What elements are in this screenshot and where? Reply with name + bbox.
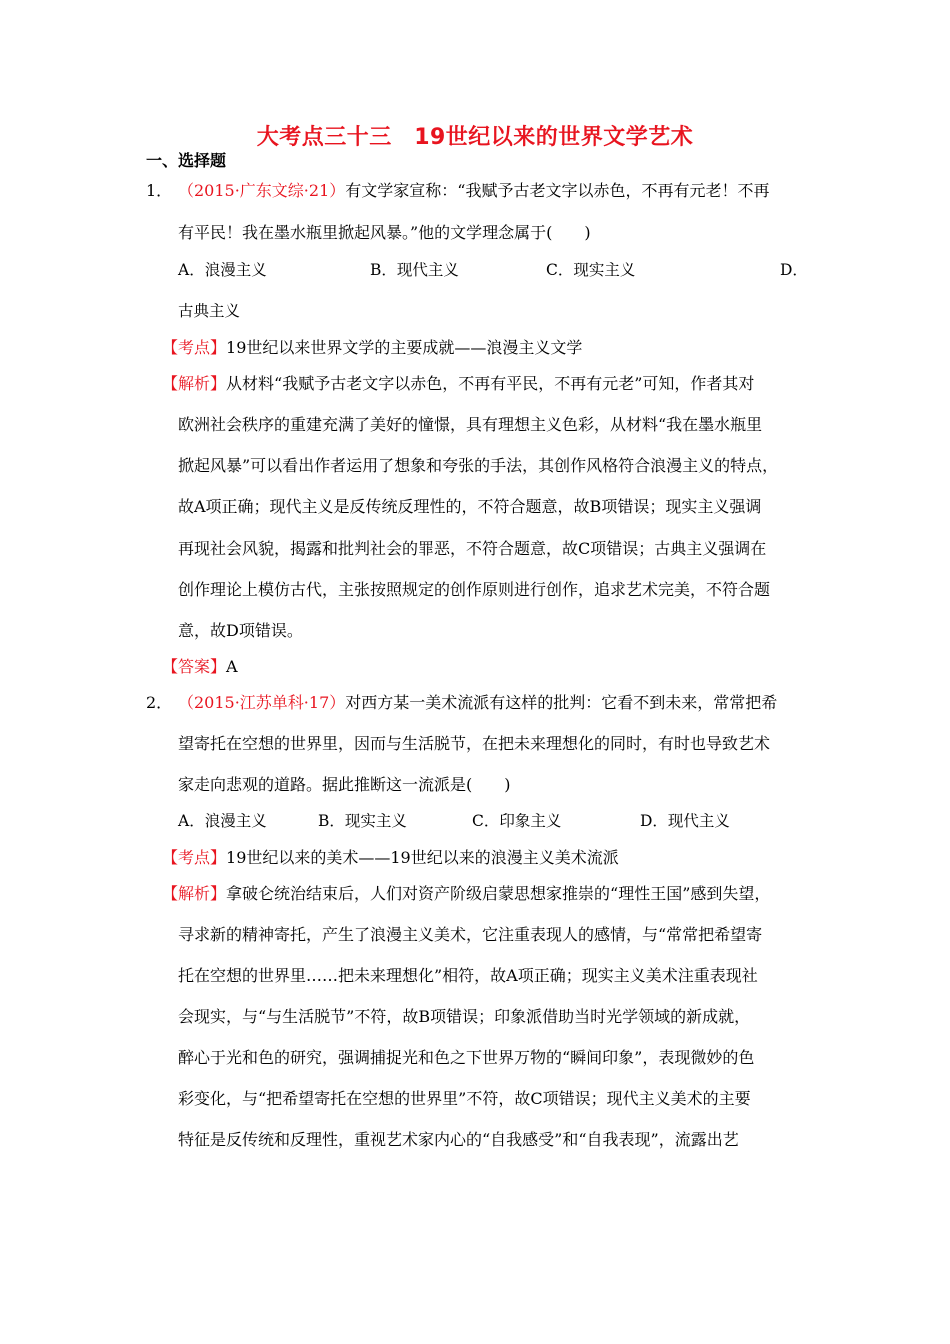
question-1-number: 1． [146,181,173,200]
question-1-kaodian [162,335,582,358]
jiexi-text: 从材料“我赋予古老文字以赤色，不再有平民，不再有元老”可知，作者其对 [226,374,755,393]
question-2-jiexi-line-7: 特征是反传统和反理性，重视艺术家内心的“自我感受”和“自我表现”，流露出艺 [178,1130,739,1149]
question-1-option-b: B．现代主义 [370,261,459,279]
section-heading: 一、选择题 [146,151,227,170]
question-1-jiexi-line-7: 意，故D项错误。 [178,621,303,640]
question-2-option-c: C．印象主义 [472,812,562,830]
page-title: 大考点三十三 19世纪以来的世界文学艺术 [256,125,694,150]
question-1-stem-line-2: 有平民！我在墨水瓶里掀起风暴。”他的文学理念属于( ) [178,223,591,242]
answer-text: A [226,657,238,676]
question-1-jiexi-line-3: 掀起风暴”可以看出作者运用了想象和夸张的手法，其创作风格符合浪漫主义的特点， [178,456,779,475]
question-2-jiexi-line-2: 寻求新的精神寄托，产生了浪漫主义美术，它注重表现人的感情，与“常常把希望寄 [178,925,763,944]
question-1-jiexi-line-2: 欧洲社会秩序的重建充满了美好的憧憬，具有理想主义色彩，从材料“我在墨水瓶里 [178,415,763,434]
question-1-stem-line-1 [178,178,769,201]
question-2-stem-line-3: 家走向悲观的道路。据此推断这一流派是( ) [178,775,511,794]
question-1-jiexi-line-4: 故A项正确；现代主义是反传统反理性的，不符合题意，故B项错误；现实主义强调 [178,497,762,516]
kaodian-tag: 【考点】 [162,338,227,357]
question-1-jiexi-line-5: 再现社会风貌，揭露和批判社会的罪恶，不符合题意，故C项错误；古典主义强调在 [178,539,767,558]
question-2-jiexi-line-1 [162,881,770,904]
question-2-stem-text: 对西方某一美术流派有这样的批判：它看不到未来，常常把希 [345,693,778,712]
question-1-jiexi-line-6: 创作理论上模仿古代，主张按照规定的创作原则进行创作，追求艺术完美，不符合题 [178,580,771,599]
question-1-answer [162,654,238,677]
answer-tag: 【答案】 [162,657,227,676]
question-2-jiexi-line-5: 醉心于光和色的研究，强调捕捉光和色之下世界万物的“瞬间印象”，表现微妙的色 [178,1048,755,1067]
question-1-option-a: A．浪漫主义 [178,261,267,279]
question-2-option-d: D．现代主义 [640,812,730,830]
kaodian-text: 19世纪以来的美术——19世纪以来的浪漫主义美术流派 [226,848,619,867]
question-2-stem-line-2: 望寄托在空想的世界里，因而与生活脱节，在把未来理想化的同时，有时也导致艺术 [178,734,771,753]
question-2-jiexi-line-6: 彩变化，与“把希望寄托在空想的世界里”不符，故C项错误；现代主义美术的主要 [178,1089,751,1108]
jiexi-text: 拿破仑统治结束后，人们对资产阶级启蒙思想家推崇的“理性王国”感到失望， [226,884,771,903]
kaodian-tag: 【考点】 [162,848,227,867]
question-1-option-c: C．现实主义 [546,261,636,279]
question-2-source: （2015·江苏单科·17） [178,693,346,712]
question-1-jiexi-line-1 [162,371,754,394]
jiexi-tag: 【解析】 [162,884,227,903]
question-1-stem-text: 有文学家宣称：“我赋予古老文字以赤色，不再有元老！不再 [345,181,770,200]
kaodian-text: 19世纪以来世界文学的主要成就——浪漫主义文学 [226,338,583,357]
question-2-kaodian [162,845,619,868]
question-1-option-d-text: 古典主义 [178,302,241,320]
question-2-jiexi-line-3: 托在空想的世界里……把未来理想化”相符，故A项正确；现实主义美术注重表现社 [178,966,758,985]
question-2-jiexi-line-4: 会现实，与“与生活脱节”不符，故B项错误；印象派借助当时光学领域的新成就， [178,1007,751,1026]
question-1-source: （2015·广东文综·21） [178,181,346,200]
question-2-stem-line-1 [178,690,777,713]
question-2-number: 2． [146,693,173,712]
question-2-option-a: A．浪漫主义 [178,812,267,830]
question-1-option-d-label: D． [780,261,808,279]
question-2-option-b: B．现实主义 [318,812,407,830]
jiexi-tag: 【解析】 [162,374,227,393]
